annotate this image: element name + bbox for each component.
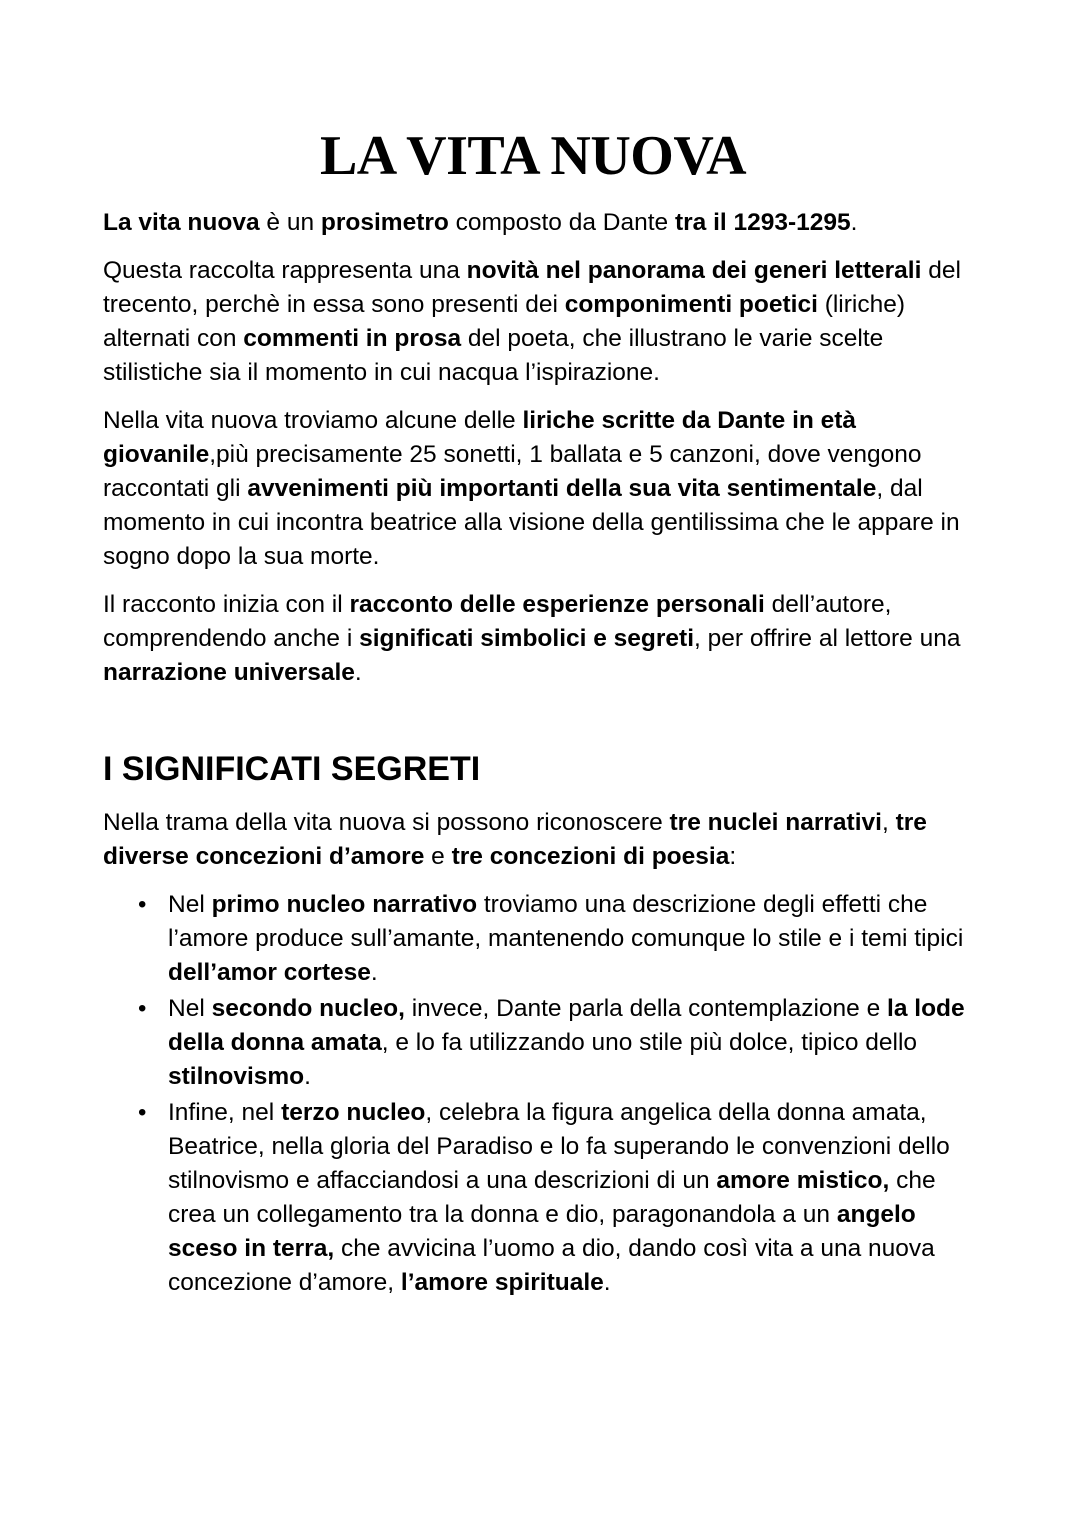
bold-text: liriche scritte da Dante in età giovanile — [103, 407, 857, 468]
text-run: . — [603, 1269, 611, 1296]
bullet-icon: • — [138, 1099, 147, 1126]
intro-paragraph-2 — [103, 254, 983, 390]
bold-text: significati simbolici e segreti — [359, 625, 695, 652]
text-run: Questa raccolta rappresenta una — [103, 257, 467, 284]
text-run: . — [354, 659, 362, 686]
bold-text: secondo nucleo, — [211, 995, 405, 1022]
text-run: del trecento, perchè in essa sono presenti dei — [103, 257, 961, 318]
bold-text: prosimetro — [320, 209, 449, 236]
intro-paragraph-3 — [103, 404, 983, 574]
bullet-list — [103, 888, 983, 1300]
text-run: Nella vita nuova troviamo alcune delle — [103, 407, 523, 434]
text-run: , — [881, 809, 896, 836]
text-run: Nel — [168, 995, 212, 1022]
text-run: è un — [259, 209, 321, 236]
text-run: Infine, nel — [168, 1099, 282, 1126]
bullet-icon: • — [138, 995, 147, 1022]
list-item — [103, 992, 983, 1094]
text-run: Il racconto inizia con il — [103, 591, 350, 618]
text-run: invece, Dante parla della contemplazione e — [404, 995, 888, 1022]
list-item — [103, 1096, 983, 1300]
section-lead-paragraph — [103, 806, 983, 874]
page-title: LA VITA NUOVA — [319, 125, 747, 187]
intro-paragraph-4 — [103, 588, 983, 690]
bullet-icon: • — [138, 891, 147, 918]
intro-paragraph-1 — [103, 206, 983, 240]
bold-text: componimenti poetici — [564, 291, 818, 318]
text-run: , per offrire al lettore una — [694, 625, 961, 652]
bold-text: tra il 1293-1295 — [674, 209, 851, 236]
bold-text: tre nuclei narrativi — [669, 809, 882, 836]
bold-text: amore mistico, — [716, 1167, 890, 1194]
bold-text: primo nucleo narrativo — [211, 891, 478, 918]
text-run: , celebra la figura angelica della donna amata, Beatrice, nella gloria del Paradiso e lo fa superando le convenzioni dello stilnovismo e affacciandosi a una descrizioni di un — [168, 1099, 950, 1194]
bold-text: La vita nuova — [103, 209, 260, 236]
document-page — [103, 118, 983, 1302]
bold-text: commenti in prosa — [243, 325, 462, 352]
text-run: ,più precisamente 25 sonetti, 1 ballata e 5 canzoni, dove vengono raccontati gli — [103, 441, 922, 502]
text-run: del poeta, che illustrano le varie scelte stilistiche sia il momento in cui nacqua l’ispirazione. — [103, 325, 884, 386]
list-item-text — [168, 995, 965, 1090]
text-run: dell’autore, comprendendo anche i — [103, 591, 892, 652]
text-run: . — [370, 959, 378, 986]
bold-text: angelo sceso in terra, — [168, 1201, 916, 1262]
bold-text: la lode della donna amata — [168, 995, 965, 1056]
list-item — [103, 888, 983, 990]
text-run: . — [850, 209, 858, 236]
text-run: . — [304, 1063, 311, 1090]
text-run: che crea un collegamento tra la donna e dio, paragonandola a un — [168, 1167, 936, 1228]
list-item-text — [168, 1099, 950, 1296]
bold-text: terzo nucleo — [281, 1099, 426, 1126]
section-heading: I SIGNIFICATI SEGRETI — [103, 750, 481, 788]
text-run: composto da Dante — [448, 209, 675, 236]
text-run: (liriche) alternati con — [103, 291, 906, 352]
text-run: Nel — [168, 891, 212, 918]
text-run: e — [424, 843, 452, 870]
bold-text: tre concezioni di poesia — [451, 843, 730, 870]
list-item-text — [168, 891, 963, 986]
text-run: : — [729, 843, 737, 870]
text-run: troviamo una descrizione degli effetti che l’amore produce sull’amante, mantenendo comunque lo stile e i temi tipici — [168, 891, 964, 952]
bold-text: l’amore spirituale — [400, 1269, 604, 1296]
bold-text: novità nel panorama dei generi letterali — [466, 257, 922, 284]
bold-text: narrazione universale — [103, 659, 355, 686]
bold-text: tre diverse concezioni d’amore — [103, 809, 927, 870]
text-run: Nella trama della vita nuova si possono riconoscere — [103, 809, 670, 836]
bold-text: dell’amor cortese — [168, 959, 371, 986]
bold-text: stilnovismo — [168, 1063, 305, 1090]
text-run: , dal momento in cui incontra beatrice alla visione della gentilissima che le appare in sogno dopo la sua morte. — [103, 475, 960, 570]
bold-text: avvenimenti più importanti della sua vita sentimentale — [247, 475, 877, 502]
text-run: che avvicina l’uomo a dio, dando così vita a una nuova concezione d’amore, — [168, 1235, 935, 1296]
text-run: , e lo fa utilizzando uno stile più dolce, tipico dello — [381, 1029, 918, 1056]
bold-text: racconto delle esperienze personali — [349, 591, 765, 618]
